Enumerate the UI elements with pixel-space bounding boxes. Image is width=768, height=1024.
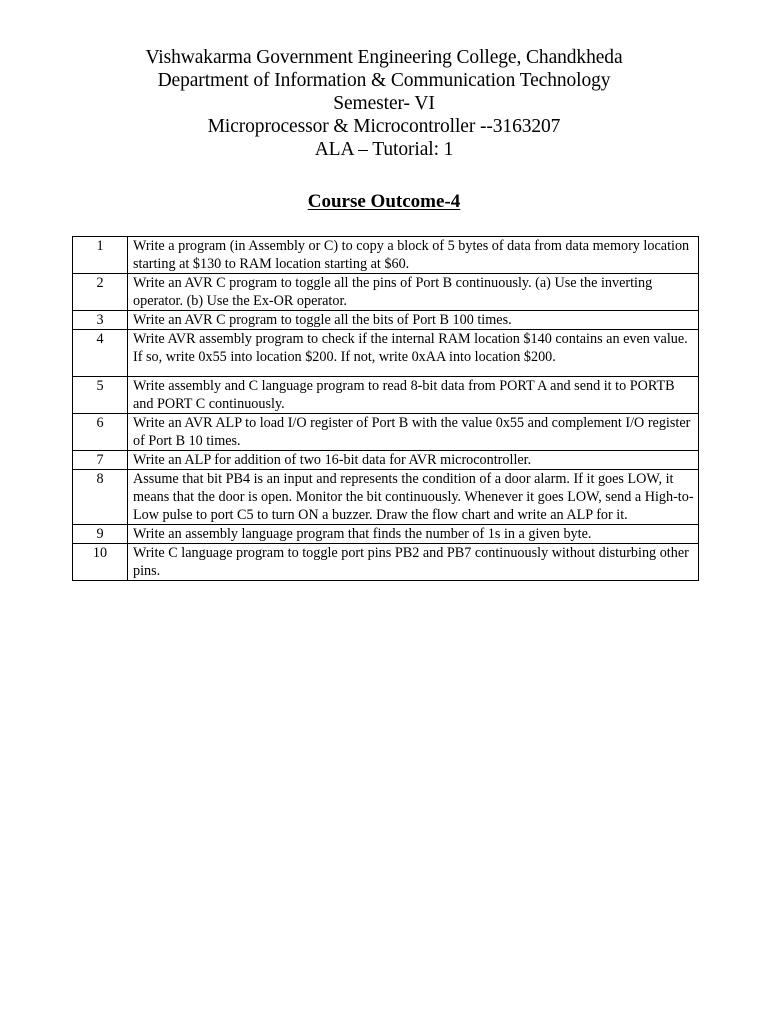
question-number: 8: [73, 470, 128, 525]
question-number: 3: [73, 311, 128, 330]
question-text: Assume that bit PB4 is an input and represents the condition of a door alarm. If it goes LOW, it means that the door is open. Monitor the bit continuously. Whenever it goes LOW, send a High-to-Low pulse to port C5 to turn ON a buzzer. Draw the flow chart and write an ALP for it.: [128, 470, 699, 525]
table-row: [73, 544, 699, 581]
table-row: [73, 525, 699, 544]
table-row: [73, 414, 699, 451]
table-row: [73, 470, 699, 525]
department-name: Department of Information & Communication Technology: [157, 70, 611, 91]
question-text: Write a program (in Assembly or C) to copy a block of 5 bytes of data from data memory location starting at $130 to RAM location starting at $60.: [128, 237, 699, 274]
table-row: [73, 237, 699, 274]
question-text: Write C language program to toggle port pins PB2 and PB7 continuously without disturbing other pins.: [128, 544, 699, 581]
table-row: [73, 330, 699, 377]
college-name: Vishwakarma Government Engineering College, Chandkheda: [145, 47, 623, 68]
course-outcome-heading: [0, 190, 768, 214]
question-text: Write an AVR ALP to load I/O register of Port B with the value 0x55 and complement I/O register of Port B 10 times.: [128, 414, 699, 451]
question-number: 4: [73, 330, 128, 377]
subject-title: Microprocessor & Microcontroller --3163207: [207, 116, 561, 137]
question-number: 6: [73, 414, 128, 451]
question-text: Write an ALP for addition of two 16-bit data for AVR microcontroller.: [128, 451, 699, 470]
table-row: [73, 274, 699, 311]
table-row: [73, 451, 699, 470]
tutorial-title: ALA – Tutorial: 1: [314, 139, 454, 160]
course-outcome-label: Course Outcome-4: [307, 191, 461, 212]
question-number: 2: [73, 274, 128, 311]
table-row: [73, 311, 699, 330]
question-number: 7: [73, 451, 128, 470]
question-number: 10: [73, 544, 128, 581]
question-text: Write an AVR C program to toggle all the bits of Port B 100 times.: [128, 311, 699, 330]
table-row: [73, 377, 699, 414]
question-text: Write an assembly language program that finds the number of 1s in a given byte.: [128, 525, 699, 544]
semester: Semester- VI: [333, 93, 435, 114]
questions-table: [72, 236, 699, 581]
question-number: 9: [73, 525, 128, 544]
question-number: 5: [73, 377, 128, 414]
question-text: Write AVR assembly program to check if the internal RAM location $140 contains an even value. If so, write 0x55 into location $200. If not, write 0xAA into location $200.: [128, 330, 699, 377]
question-text: Write assembly and C language program to read 8-bit data from PORT A and send it to PORTB and PORT C continuously.: [128, 377, 699, 414]
question-text: Write an AVR C program to toggle all the pins of Port B continuously. (a) Use the inverting operator. (b) Use the Ex-OR operator.: [128, 274, 699, 311]
question-number: 1: [73, 237, 128, 274]
document-header: [0, 46, 768, 161]
